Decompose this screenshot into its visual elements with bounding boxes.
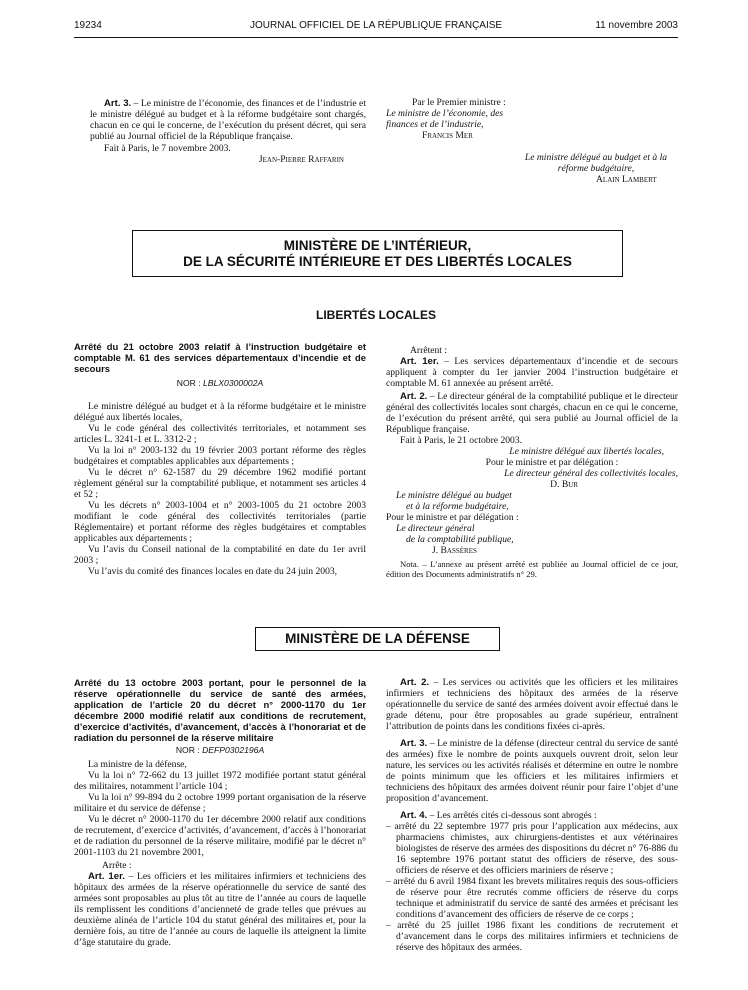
arrete2-left-column (74, 677, 366, 948)
page-number: 19234 (74, 20, 102, 31)
ministry-interior-box (132, 230, 623, 277)
par-pm: Par le Premier ministre : (412, 97, 506, 108)
arrete2-intro: La ministre de la défense, (88, 759, 187, 770)
arrete2-right-column (386, 677, 678, 953)
arrete1-vu6: Vu l’avis du comité des finances locales en date du 24 juin 2003, (88, 566, 338, 577)
delegate-budget-name: Alain Lambert (596, 174, 657, 185)
arrete1-vu1: Vu le code général des collectivités territoriales, et notamment ses articles L. 3241-1 et L. 3312-2 ; (74, 423, 366, 445)
minister-eco-name: Francis Mer (422, 130, 473, 141)
delegate-budget-title: Le ministre délégué au budget et à la réforme budgétaire, (524, 152, 668, 174)
arrete1-vu3: Vu le décret n° 62-1587 du 29 décembre 1962 modifié portant règlement général sur la comptabilité publique, et notamment ses articles 4 et 52 ; (74, 467, 366, 500)
arrete1-sig2-pour: Pour le ministre et par délégation : (386, 512, 519, 523)
signer-pm: Jean-Pierre Raffarin (258, 154, 344, 165)
list-item: – arrêté du 25 juillet 1986 fixant les conditions de recrutement et d’avancement dans le corps des militaires infirmiers et techniciens de réserve des hôpitaux des armées. (386, 920, 678, 953)
arrete1-art1-label: Art. 1er. (400, 356, 439, 367)
arrete1-art1-text: – Les services départementaux d’incendie et de secours appliquent à compter du 1er janvier 2004 l’instruction budgétaire et comptable M. 61 annexée au présent arrêté. (386, 356, 678, 389)
section-libertes-locales: LIBERTÉS LOCALES (315, 308, 436, 322)
arrete1-sig2-dir1: Le directeur général (396, 523, 475, 534)
arrete1-intro: Le ministre délégué au budget et à la réforme budgétaire et le ministre délégué aux libertés locales, (74, 401, 366, 423)
arrete1-sig1-dir: Le directeur général des collectivités locales, (504, 468, 678, 479)
arrete1-sig2-dir2: de la comptabilité publique, (406, 534, 514, 545)
arrete2-art3-label: Art. 3. (400, 738, 428, 749)
arrete1-vu5: Vu l’avis du Conseil national de la comptabilité en date du 1er avril 2003 ; (74, 544, 366, 566)
arrete1-nor-label: NOR : (176, 378, 201, 388)
arrete1-sig2-title2: et à la réforme budgétaire, (406, 501, 509, 512)
arrete2-arrete: Arrête : (102, 860, 132, 871)
arrete2-art2-label: Art. 2. (400, 677, 430, 688)
arrete1-sig1-title: Le ministre délégué aux libertés locales, (509, 446, 664, 457)
arrete1-nota: Nota. – L’annexe au présent arrêté est publiée au Journal officiel de ce jour, édition des Documents administratifs n° 29. (386, 559, 678, 579)
art3-text: – Le ministre de l’économie, des finances et de l’industrie et le ministre délégué au budget et à la réforme budgétaire sont chargés, chacun en ce qui le concerne, de l’exécution du présent décret, qui sera publié au Journal officiel de la République française. (90, 98, 366, 142)
arrete1-right-column (386, 345, 678, 579)
arrete2-art4-text: – Les arrêtés cités ci-dessous sont abrogés : (427, 810, 597, 821)
list-item: – arrêté du 22 septembre 1977 pris pour l’application aux médecins, aux pharmaciens chimistes, aux chirurgiens-dentistes et aux vétérinaires biologistes de réserve des armées des dispositions du décret n° 76-886 du 16 septembre 1976 portant statut des officiers de réserve, des sous-officiers de réserve et des officiers mariniers de réserve ; (386, 821, 678, 876)
ministry-defense-box (255, 627, 500, 651)
arrete2-title: Arrêté du 13 octobre 2003 portant, pour le personnel de la réserve opérationnelle du service de santé des armées, application de l’article 20 du décret n° 2000-1170 du 1er décembre 2000 modifié relatif aux conditions de recrutement, d’exercice d’activités, d’avancement, d’accès à l’honorariat et de radiation du personnel de la réserve militaire (74, 677, 366, 743)
arrete2-art4-label: Art. 4. (400, 810, 428, 821)
arrete2-art2-text: – Les services ou activités que les officiers et les militaires infirmiers et techniciens des hôpitaux des armées de la réserve opérationnelle du service de santé des armées doivent avoir effectué dans le grade détenu, pour être proposables au grade supérieur, entraînent l’attribution de points dans les conditions fixées ci-après. (386, 677, 678, 732)
list-item: – arrêté du 6 avril 1984 fixant les brevets militaires requis des sous-officiers de réserve pour être recrutés comme officiers de réserve du corps technique et administratif du service de santé des armées et précisant les conditions d’avancement des officiers de réserve de ce corps ; (386, 876, 678, 920)
arrete2-nor-code: DEFP0302196A (202, 745, 265, 755)
ministry-interior-line1: MINISTÈRE DE L’INTÉRIEUR, (283, 238, 472, 253)
arrete1-title: Arrêté du 21 octobre 2003 relatif à l’instruction budgétaire et comptable M. 61 des services départementaux d’incendie et de secours (74, 341, 366, 374)
arrete2-abrogated-list (386, 821, 678, 953)
arrete1-vu2: Vu la loi n° 2003-132 du 19 février 2003 portant réforme des règles budgétaires et comptables applicables aux départements ; (74, 445, 366, 467)
arrete2-nor-label: NOR : (175, 745, 200, 755)
arrete2-art1-text: – Les officiers et les militaires infirmiers et techniciens des hôpitaux des armées de la réserve opérationnelle du service de santé des armées sont proposables au plus tôt au titre de l’année au cours de laquelle ils remplissent les conditions d’ancienneté de grade telles que prévues au deuxième alinéa de l’article 104 du statut général des militaires et, pour la dernière fois, au titre de l’année au cours de laquelle ils atteignent la limite d’âge statutaire du grade. (74, 871, 367, 948)
arrete1-left-column (74, 341, 366, 577)
ministry-defense-title: MINISTÈRE DE LA DÉFENSE (285, 631, 470, 646)
previous-decree-signatures (386, 97, 676, 185)
arrete1-art2-text: – Le directeur général de la comptabilité publique et le directeur général des collectivités locales sont chargés, chacun en ce qui le concerne, de l’exécution du présent arrêté, qui sera publié au Journal officiel de la République française. (386, 391, 678, 435)
arrete2-art3-text: – Le ministre de la défense (directeur central du service de santé des armées) fixe le nombre de points auxquels ouvrent droit, selon leur nature, les services ou les activités réalisés et détermine en outre le nombre de points minimum que les officiers et les militaires infirmiers et techniciens des hôpitaux des armées doivent réunir pour faire l’objet d’une proposition d’avancement. (386, 738, 678, 804)
arrete1-nor-code: LBLX0300002A (203, 378, 264, 388)
journal-title: JOURNAL OFFICIEL DE LA RÉPUBLIQUE FRANÇAISE (250, 20, 503, 31)
arrete1-fait: Fait à Paris, le 21 octobre 2003. (400, 435, 523, 446)
arrete2-vu3: Vu le décret n° 2000-1170 du 1er décembre 2000 relatif aux conditions de recrutement, d’exercice d’activités, d’avancement, d’accès à l’honorariat et de radiation du personnel de la réserve militaire, modifié par le décret n° 2001-1103 du 21 novembre 2001, (74, 814, 366, 858)
arrete1-art2-label: Art. 2. (400, 391, 428, 402)
header-rule (74, 37, 678, 38)
previous-decree-end (90, 98, 366, 165)
fait-paris-1: Fait à Paris, le 7 novembre 2003. (104, 143, 231, 154)
arrete1-sig2-title1: Le ministre délégué au budget (396, 490, 512, 501)
arrete1-sig1-name: D. Bur (550, 479, 578, 490)
arrete1-arretent: Arrêtent : (410, 345, 448, 356)
art3-label: Art. 3. (104, 98, 132, 109)
arrete2-art1-label: Art. 1er. (88, 871, 125, 882)
header-date: 11 novembre 2003 (595, 20, 678, 31)
arrete2-vu2: Vu la loi n° 99-894 du 2 octobre 1999 portant organisation de la réserve militaire et du service de défense ; (74, 792, 366, 814)
arrete2-vu1: Vu la loi n° 72-662 du 13 juillet 1972 modifiée portant statut général des militaires, notamment l’article 104 ; (74, 770, 366, 792)
arrete1-sig2-name: J. Bassères (432, 545, 477, 556)
ministry-interior-line2: DE LA SÉCURITÉ INTÉRIEURE ET DES LIBERTÉS LOCALES (183, 254, 572, 269)
arrete1-sig1-pour: Pour le ministre et par délégation : (485, 457, 619, 468)
arrete1-vu4: Vu les décrets n° 2003-1004 et n° 2003-1005 du 21 octobre 2003 modifiant le code général des collectivités territoriales (partie Réglementaire) et portant réforme des règles budgétaires et comptables applicables aux départements ; (74, 500, 366, 544)
minister-eco-title: Le ministre de l’économie, des finances et de l’industrie, (386, 108, 504, 130)
